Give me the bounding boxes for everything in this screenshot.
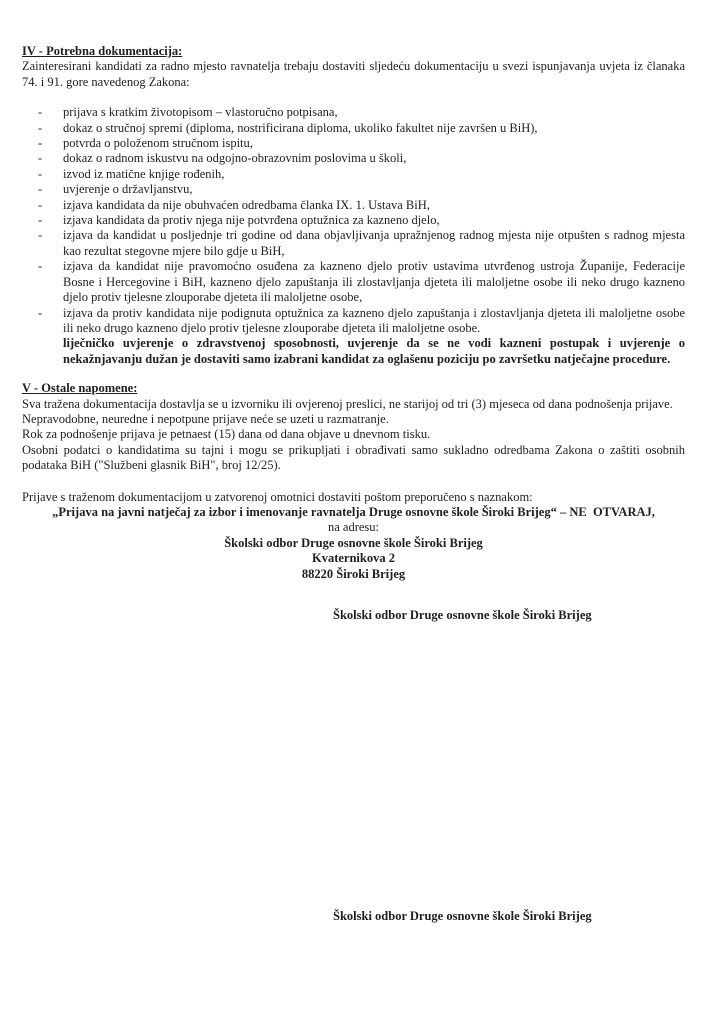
address-line: Školski odbor Druge osnovne škole Široki Brijeg: [224, 535, 483, 550]
address-intro: na adresu:: [327, 520, 380, 535]
address-line: Kvaternikova 2: [312, 551, 395, 566]
list-item: - izjava da kandidat u posljednje tri godine od dana objavljivanja upražnjenog radnog mjesta nije otpušten s radnog mjesta kao rezultat stegovne mjere bilo gdje u BiH,: [63, 228, 685, 259]
section-iv-heading: IV - Potrebna dokumentacija:: [22, 44, 183, 58]
list-item: - izjava da kandidat nije pravomoćno osuđena za kazneno djelo protiv ustavima utvrđenog ustroja Županije, Federacije Bosne i Hercegovine i BiH, kazneno djelo zapuštanja ili zlostavljanja djeteta ili maloljetne osobe ili neko drugo kazneno djelo protiv tjelesne zlouporabe djeteta ili maloljetne osobe,: [63, 259, 685, 305]
signature-line-1: Školski odbor Druge osnovne škole Široki Brijeg: [333, 608, 592, 622]
list-item: - izjava kandidata da protiv njega nije potvrđena optužnica za kazneno djelo,: [63, 213, 685, 228]
note-paragraph: Nepravodobne, neuredne i nepotpune prijave neće se uzeti u razmatranje.: [22, 411, 389, 426]
medical-certificate-note: liječničko uvjerenje o zdravstvenoj sposobnosti, uvjerenje da se ne vodi kazneni postupak i uvjerenje o nekažnjavanju dužan je dostaviti samo izabrani kandidat za oglašenu poziciju po završetku natječajne procedure.: [63, 336, 685, 366]
section-iv-intro: Zainteresirani kandidati za radno mjesto ravnatelja trebaju dostaviti sljedeću dokumentaciju u svezi ispunjavanja uvjeta iz članaka 74. i 91. gore navedenog Zakona:: [22, 59, 685, 89]
list-item: - potvrda o položenom stručnom ispitu,: [63, 136, 685, 151]
submission-instruction: Prijave s traženom dokumentacijom u zatvorenoj omotnici dostaviti poštom preporučeno s naznakom:: [22, 489, 533, 504]
list-item: - prijava s kratkim životopisom – vlastoručno potpisana,: [63, 105, 685, 120]
note-paragraph: Osobni podatci o kandidatima su tajni i mogu se prikupljati i obrađivati samo sukladno odredbama Zakona o zaštiti osobnih podataka BiH ("Službeni glasnik BiH", broj 12/25).: [22, 442, 685, 473]
list-item: - izjava da protiv kandidata nije podignuta optužnica za kazneno djelo zapuštanja i zlostavljanja djeteta ili maloljetne osobe ili neko drugo kazneno djelo protiv tjelesne zlouporabe djeteta ili maloljetne osobe.: [63, 306, 685, 337]
address-line: 88220 Široki Brijeg: [301, 566, 406, 581]
list-item: - dokaz o radnom iskustvu na odgojno-obrazovnim poslovima u školi,: [63, 151, 685, 166]
signature-line-2: Školski odbor Druge osnovne škole Široki Brijeg: [333, 909, 592, 924]
required-documents-list: [22, 105, 685, 336]
note-paragraph: Rok za podnošenje prijava je petnaest (15) dana od dana objave u dnevnom tisku.: [22, 427, 431, 442]
note-paragraph: Sva tražena dokumentacija dostavlja se u izvorniku ili ovjerenoj preslici, ne starijoj od tri (3) mjeseca od dana podnošenja prijave.: [22, 396, 673, 411]
list-item: - izvod iz matične knjige rođenih,: [63, 167, 685, 182]
section-v-heading: V - Ostale napomene:: [22, 381, 138, 396]
list-item: - izjava kandidata da nije obuhvaćen odredbama članka IX. 1. Ustava BiH,: [63, 198, 685, 213]
list-item: - uvjerenje o državljanstvu,: [63, 182, 685, 197]
list-item: - dokaz o stručnoj spremi (diploma, nostrificirana diploma, ukoliko fakultet nije završen u BiH),: [63, 121, 685, 136]
envelope-label: „Prijava na javni natječaj za izbor i imenovanje ravnatelja Druge osnovne škole Široki Brijeg“ – NE OTVARAJ,: [52, 504, 655, 519]
